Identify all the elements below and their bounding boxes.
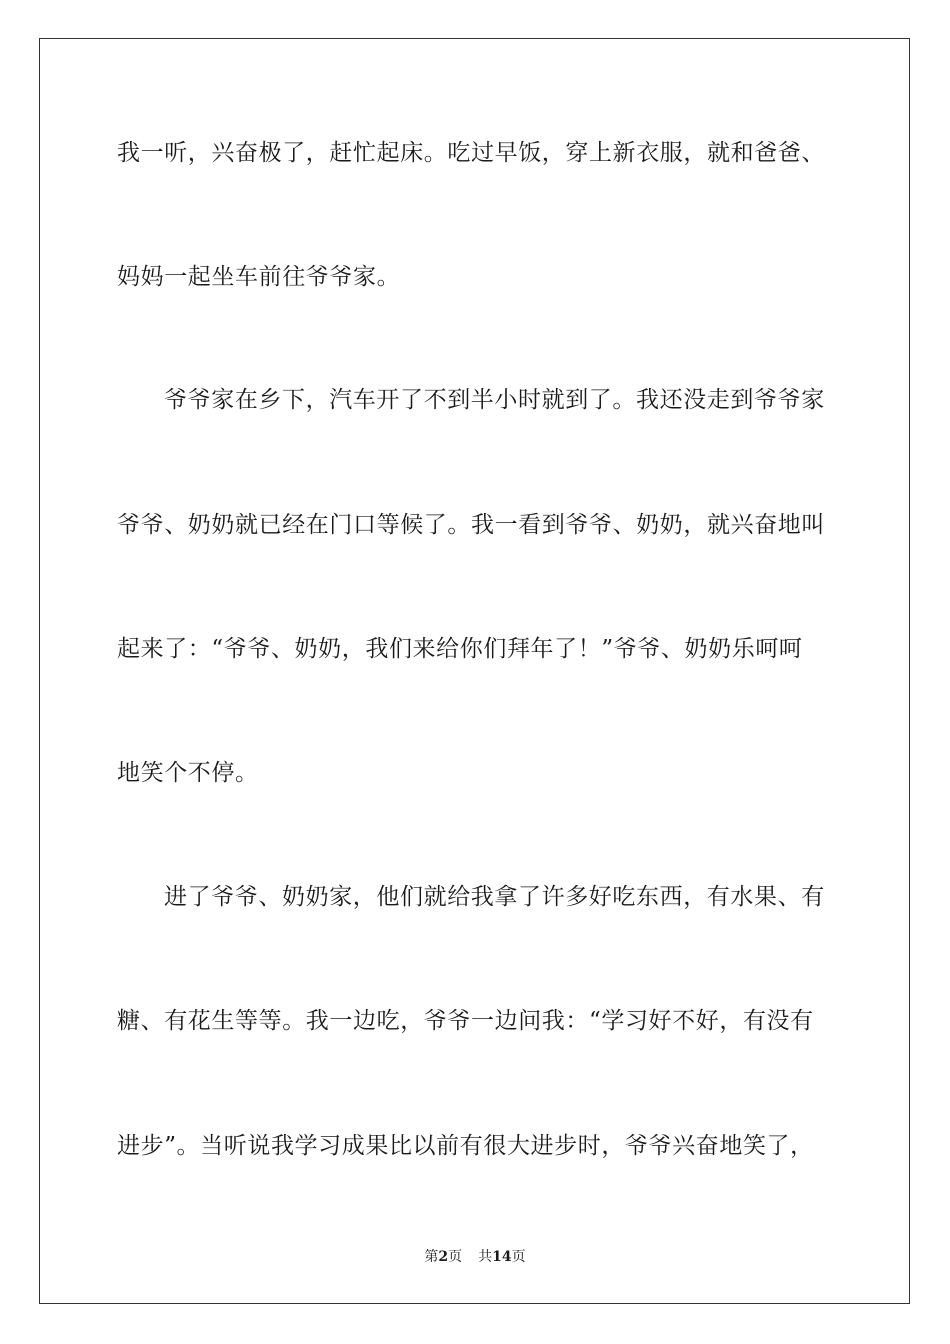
text-line-2: 妈妈一起坐车前往爷爷家。 xyxy=(117,264,401,290)
page-footer xyxy=(0,1248,950,1266)
page-border xyxy=(39,38,910,1304)
page-number: 2 xyxy=(438,1249,449,1265)
text-line-7: 进了爷爷、奶奶家，他们就给我拿了许多好吃东西，有水果、有 xyxy=(164,884,825,910)
text-line-9: 进步”。当听说我学习成果比以前有很大进步时，爷爷兴奋地笑了， xyxy=(117,1133,814,1159)
page-prefix: 第 xyxy=(424,1249,439,1265)
total-suffix: 页 xyxy=(511,1249,526,1265)
text-line-1: 我一听，兴奋极了，赶忙起床。吃过早饭，穿上新衣服，就和爸爸、 xyxy=(117,140,825,166)
text-line-3: 爷爷家在乡下，汽车开了不到半小时就到了。我还没走到爷爷家 xyxy=(164,387,825,413)
text-line-4: 爷爷、奶奶就已经在门口等候了。我一看到爷爷、奶奶，就兴奋地叫 xyxy=(117,512,825,538)
text-line-6: 地笑个不停。 xyxy=(117,760,259,786)
text-line-8: 糖、有花生等等。我一边吃，爷爷一边问我：“学习好不好，有没有 xyxy=(117,1008,814,1034)
text-line-5: 起来了：“爷爷、奶奶，我们来给你们拜年了！”爷爷、奶奶乐呵呵 xyxy=(117,636,803,662)
total-pages: 14 xyxy=(492,1249,512,1265)
total-prefix: 共 xyxy=(478,1249,493,1265)
page-suffix: 页 xyxy=(448,1249,463,1265)
